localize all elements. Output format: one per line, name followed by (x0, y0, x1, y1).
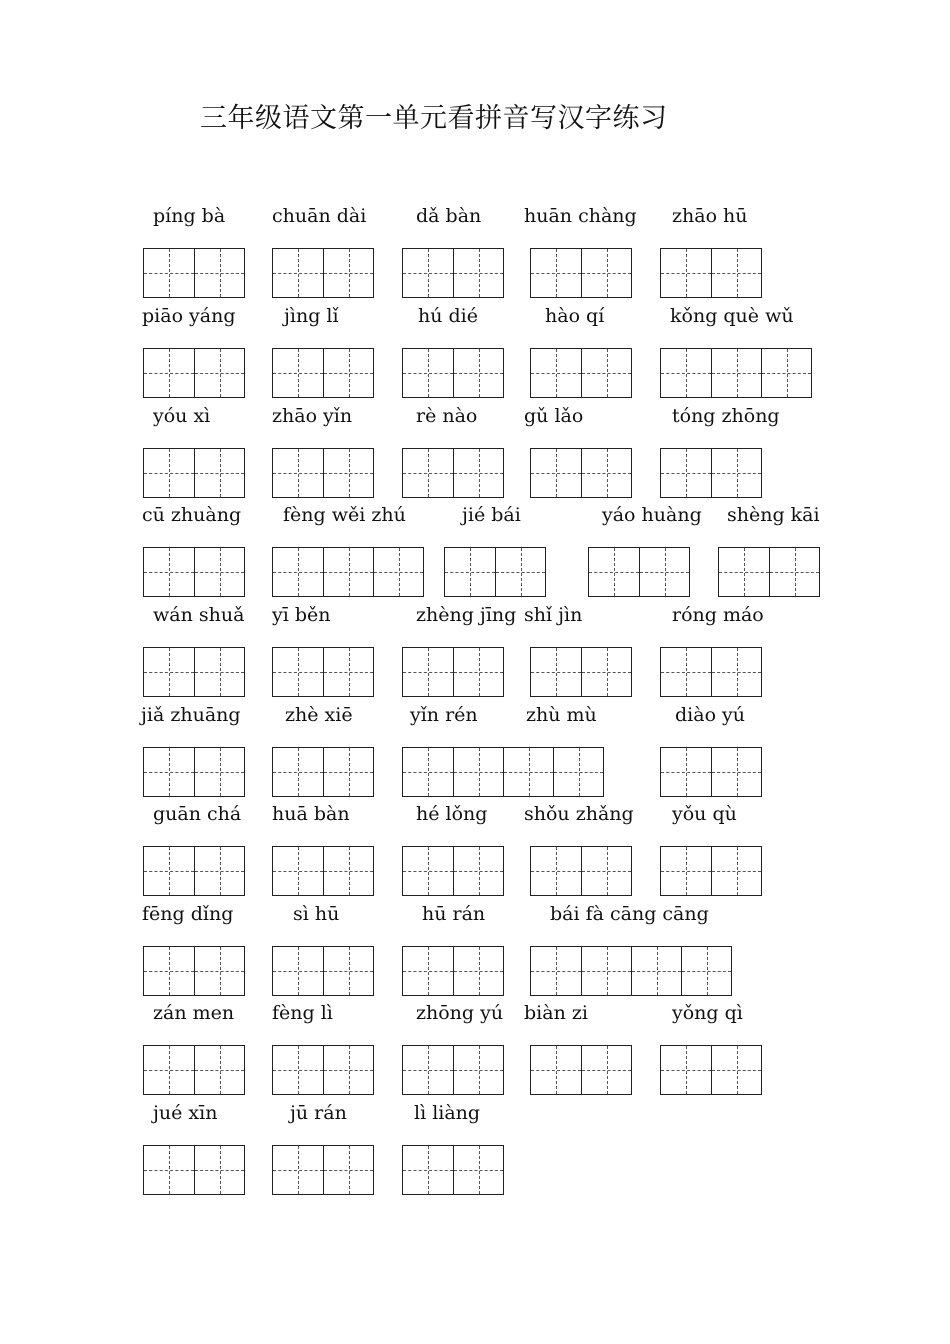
pinyin-label: huā bàn (272, 803, 350, 825)
tianzige-box-group (588, 547, 690, 597)
writing-cell[interactable] (531, 349, 581, 397)
tianzige-box-group (143, 1045, 245, 1095)
writing-cell[interactable] (403, 349, 453, 397)
writing-cell[interactable] (323, 349, 373, 397)
pinyin-label: zhāo hū (672, 205, 748, 227)
writing-cell[interactable] (144, 748, 194, 796)
writing-cell[interactable] (495, 548, 545, 596)
writing-cell[interactable] (403, 847, 453, 895)
writing-cell[interactable] (553, 748, 603, 796)
writing-cell[interactable] (661, 847, 711, 895)
pinyin-label: jié bái (462, 504, 521, 526)
pinyin-label: hū rán (422, 903, 486, 925)
writing-cell[interactable] (581, 349, 631, 397)
writing-cell[interactable] (453, 1146, 503, 1194)
pinyin-label: jìng lǐ (284, 305, 339, 327)
pinyin-label: yǒng qì (672, 1002, 743, 1024)
writing-cell[interactable] (403, 1046, 453, 1094)
writing-cell[interactable] (531, 648, 581, 696)
pinyin-label: yǒu qù (672, 803, 737, 825)
pinyin-label: zhù mù (526, 704, 597, 726)
writing-cell[interactable] (581, 1046, 631, 1094)
pinyin-label: jué xīn (153, 1102, 218, 1124)
writing-cell[interactable] (144, 1146, 194, 1194)
pinyin-label: chuān dài (272, 205, 367, 227)
writing-cell[interactable] (711, 748, 761, 796)
writing-cell[interactable] (194, 847, 244, 895)
pinyin-label: yī běn (272, 604, 331, 626)
writing-cell[interactable] (661, 449, 711, 497)
writing-cell[interactable] (681, 947, 731, 995)
writing-cell[interactable] (273, 1046, 323, 1094)
pinyin-label: píng bà (153, 205, 226, 227)
tianzige-box-group (402, 747, 604, 797)
writing-cell[interactable] (661, 349, 711, 397)
pinyin-label: yáo huàng (602, 504, 702, 526)
tianzige-box-group (272, 846, 374, 896)
writing-cell[interactable] (661, 249, 711, 297)
writing-cell[interactable] (194, 1146, 244, 1194)
tianzige-box-group (143, 1145, 245, 1195)
writing-cell[interactable] (719, 548, 769, 596)
tianzige-box-group (143, 248, 245, 298)
writing-cell[interactable] (581, 249, 631, 297)
pinyin-label: tóng zhōng (672, 405, 780, 427)
writing-cell[interactable] (531, 947, 581, 995)
pinyin-label: dǎ bàn (416, 205, 482, 227)
writing-cell[interactable] (531, 1046, 581, 1094)
pinyin-label: wán shuǎ (153, 604, 245, 626)
writing-cell[interactable] (589, 548, 639, 596)
page-title: 三年级语文第一单元看拼音写汉字练习 (200, 103, 668, 134)
writing-cell[interactable] (403, 449, 453, 497)
tianzige-box-group (660, 248, 762, 298)
pinyin-label: shǒu zhǎng (524, 803, 634, 825)
pinyin-label: fēng dǐng (142, 903, 234, 925)
writing-cell[interactable] (453, 648, 503, 696)
writing-cell[interactable] (323, 1146, 373, 1194)
tianzige-box-group (402, 348, 504, 398)
writing-cell[interactable] (661, 648, 711, 696)
tianzige-box-group (402, 647, 504, 697)
pinyin-label: zhèng jīng (416, 604, 517, 626)
writing-cell[interactable] (273, 349, 323, 397)
tianzige-box-group (143, 348, 245, 398)
writing-cell[interactable] (194, 947, 244, 995)
writing-cell[interactable] (273, 548, 323, 596)
pinyin-label: bái fà cāng cāng (550, 903, 709, 925)
writing-cell[interactable] (323, 847, 373, 895)
pinyin-label: diào yú (675, 704, 746, 726)
writing-cell[interactable] (194, 1046, 244, 1094)
pinyin-label: gǔ lǎo (524, 405, 584, 427)
writing-cell[interactable] (323, 947, 373, 995)
writing-cell[interactable] (144, 249, 194, 297)
tianzige-box-group (272, 1045, 374, 1095)
writing-cell[interactable] (453, 1046, 503, 1094)
writing-cell[interactable] (661, 1046, 711, 1094)
pinyin-label: róng máo (672, 604, 764, 626)
writing-cell[interactable] (273, 249, 323, 297)
writing-cell[interactable] (581, 947, 631, 995)
writing-cell[interactable] (144, 648, 194, 696)
tianzige-box-group (660, 846, 762, 896)
writing-cell[interactable] (323, 1046, 373, 1094)
writing-cell[interactable] (323, 648, 373, 696)
writing-cell[interactable] (373, 548, 423, 596)
writing-cell[interactable] (453, 449, 503, 497)
tianzige-box-group (530, 248, 632, 298)
pinyin-label: fèng lì (272, 1002, 333, 1024)
writing-cell[interactable] (194, 349, 244, 397)
pinyin-label: fèng wěi zhú (283, 504, 406, 526)
writing-cell[interactable] (403, 648, 453, 696)
writing-cell[interactable] (144, 449, 194, 497)
tianzige-box-group (272, 747, 374, 797)
writing-cell[interactable] (581, 847, 631, 895)
writing-cell[interactable] (761, 349, 811, 397)
tianzige-box-group (718, 547, 820, 597)
tianzige-box-group (530, 448, 632, 498)
pinyin-label: hào qí (545, 305, 605, 327)
pinyin-label: huān chàng (524, 205, 637, 227)
writing-cell[interactable] (273, 748, 323, 796)
writing-cell[interactable] (453, 947, 503, 995)
pinyin-label: jū rán (290, 1102, 347, 1124)
writing-cell[interactable] (194, 449, 244, 497)
pinyin-label: hú dié (418, 305, 478, 327)
writing-cell[interactable] (403, 947, 453, 995)
tianzige-box-group (402, 1045, 504, 1095)
writing-cell[interactable] (194, 548, 244, 596)
writing-cell[interactable] (769, 548, 819, 596)
pinyin-label: yóu xì (153, 405, 211, 427)
writing-cell[interactable] (403, 1146, 453, 1194)
writing-cell[interactable] (445, 548, 495, 596)
pinyin-label: sì hū (293, 903, 340, 925)
pinyin-label: shèng kāi (727, 504, 820, 526)
writing-cell[interactable] (581, 449, 631, 497)
writing-cell[interactable] (631, 947, 681, 995)
pinyin-label: yǐn rén (410, 704, 478, 726)
writing-cell[interactable] (711, 648, 761, 696)
tianzige-box-group (272, 946, 374, 996)
writing-cell[interactable] (711, 349, 761, 397)
tianzige-box-group (272, 348, 374, 398)
tianzige-box-group (660, 448, 762, 498)
pinyin-label: rè nào (416, 405, 478, 427)
writing-cell[interactable] (403, 249, 453, 297)
writing-cell[interactable] (711, 449, 761, 497)
tianzige-box-group (660, 647, 762, 697)
writing-cell[interactable] (531, 847, 581, 895)
writing-cell[interactable] (323, 249, 373, 297)
writing-cell[interactable] (144, 847, 194, 895)
writing-cell[interactable] (711, 1046, 761, 1094)
tianzige-box-group (272, 448, 374, 498)
tianzige-box-group (272, 647, 374, 697)
writing-cell[interactable] (273, 847, 323, 895)
writing-cell[interactable] (273, 449, 323, 497)
tianzige-box-group (530, 1045, 632, 1095)
tianzige-box-group (402, 1145, 504, 1195)
pinyin-label: zhōng yú (416, 1002, 504, 1024)
writing-cell[interactable] (403, 748, 453, 796)
pinyin-label: biàn zi (524, 1002, 588, 1024)
tianzige-box-group (143, 647, 245, 697)
writing-cell[interactable] (273, 1146, 323, 1194)
writing-cell[interactable] (273, 947, 323, 995)
tianzige-box-group (272, 248, 374, 298)
writing-cell[interactable] (194, 648, 244, 696)
tianzige-box-group (530, 846, 632, 896)
tianzige-box-group (444, 547, 546, 597)
writing-cell[interactable] (711, 249, 761, 297)
writing-cell[interactable] (531, 249, 581, 297)
pinyin-label: piāo yáng (142, 305, 236, 327)
writing-cell[interactable] (503, 748, 553, 796)
pinyin-label: shǐ jìn (524, 604, 583, 626)
pinyin-label: guān chá (153, 803, 242, 825)
writing-cell[interactable] (453, 349, 503, 397)
pinyin-label: kǒng què wǔ (670, 305, 794, 327)
tianzige-box-group (143, 547, 245, 597)
writing-cell[interactable] (323, 449, 373, 497)
writing-cell[interactable] (144, 349, 194, 397)
writing-cell[interactable] (194, 249, 244, 297)
tianzige-box-group (402, 248, 504, 298)
pinyin-label: zhāo yǐn (272, 405, 353, 427)
pinyin-label: lì liàng (414, 1102, 481, 1124)
tianzige-box-group (530, 647, 632, 697)
tianzige-box-group (402, 946, 504, 996)
writing-cell[interactable] (144, 1046, 194, 1094)
writing-cell[interactable] (273, 648, 323, 696)
pinyin-label: jiǎ zhuāng (141, 704, 241, 726)
writing-cell[interactable] (453, 748, 503, 796)
tianzige-box-group (143, 946, 245, 996)
writing-cell[interactable] (144, 947, 194, 995)
writing-cell[interactable] (453, 249, 503, 297)
writing-cell[interactable] (661, 748, 711, 796)
writing-cell[interactable] (639, 548, 689, 596)
tianzige-box-group (660, 348, 812, 398)
writing-cell[interactable] (144, 548, 194, 596)
writing-cell[interactable] (194, 748, 244, 796)
pinyin-label: cū zhuàng (142, 504, 242, 526)
tianzige-box-group (530, 348, 632, 398)
writing-cell[interactable] (581, 648, 631, 696)
tianzige-box-group (143, 846, 245, 896)
tianzige-box-group (660, 747, 762, 797)
tianzige-box-group (402, 846, 504, 896)
tianzige-box-group (530, 946, 732, 996)
tianzige-box-group (272, 547, 424, 597)
pinyin-label: zán men (153, 1002, 235, 1024)
writing-cell[interactable] (323, 548, 373, 596)
tianzige-box-group (143, 448, 245, 498)
pinyin-label: hé lǒng (416, 803, 488, 825)
writing-cell[interactable] (531, 449, 581, 497)
writing-cell[interactable] (453, 847, 503, 895)
tianzige-box-group (143, 747, 245, 797)
writing-cell[interactable] (323, 748, 373, 796)
tianzige-box-group (272, 1145, 374, 1195)
tianzige-box-group (402, 448, 504, 498)
writing-cell[interactable] (711, 847, 761, 895)
tianzige-box-group (660, 1045, 762, 1095)
pinyin-label: zhè xiē (285, 704, 353, 726)
